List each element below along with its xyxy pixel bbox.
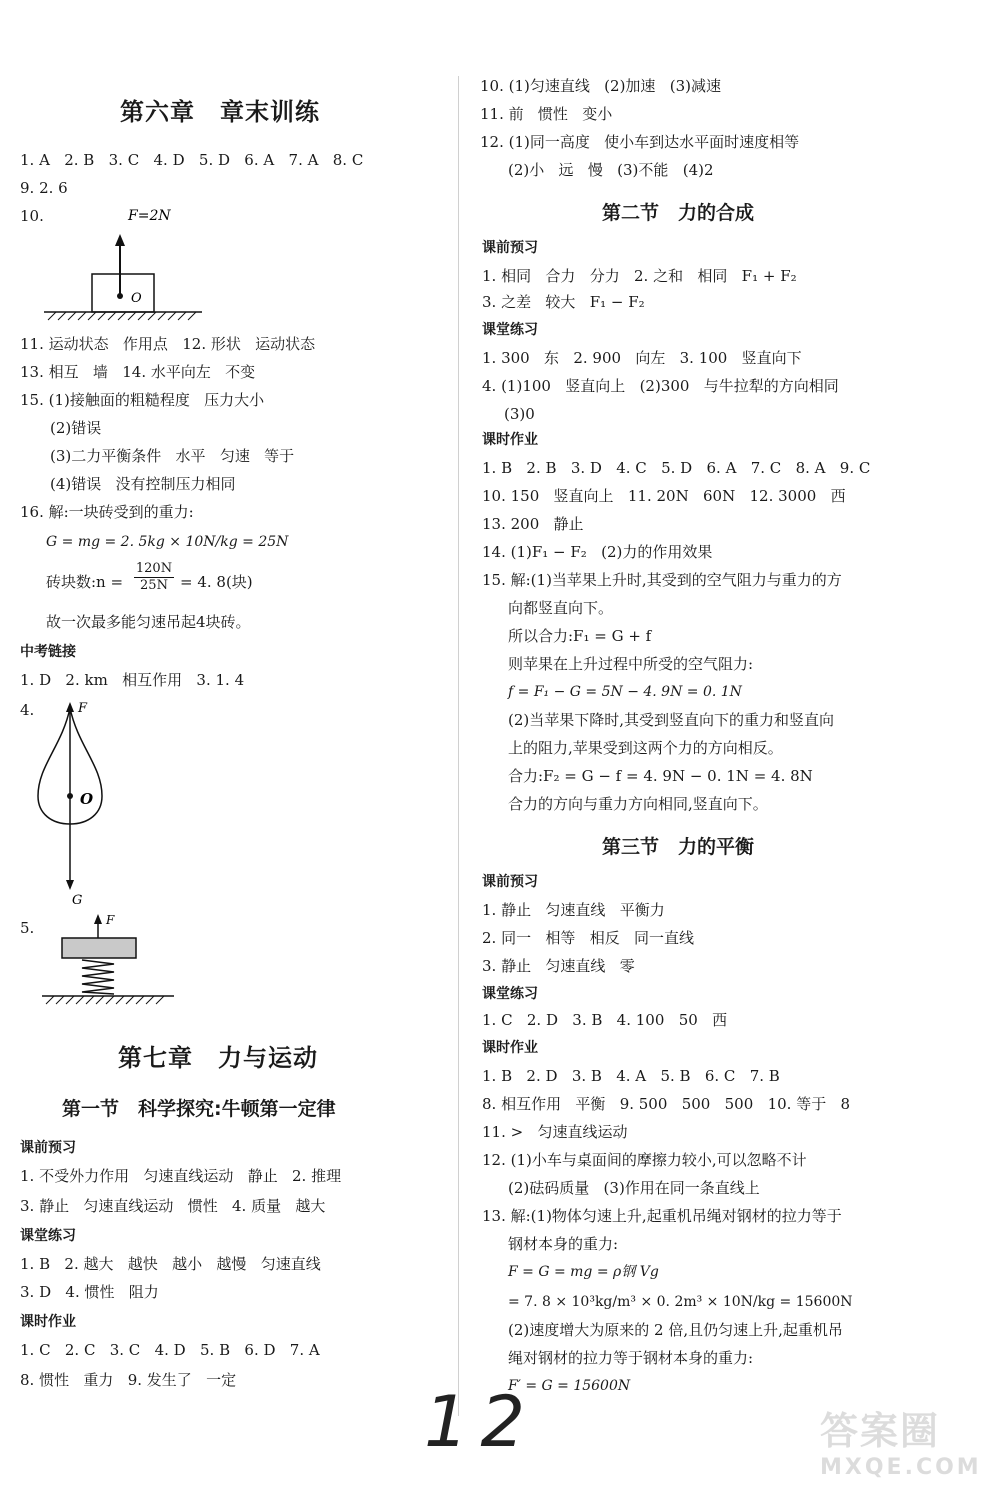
answer-line: = 4. 8(块) [180,573,253,591]
answer-line: 10. [20,207,44,225]
figure-4-teardrop-forces [32,696,142,908]
answer-line: 8. 相互作用 平衡 9. 500 500 500 10. 等于 8 [482,1095,851,1113]
answer-line: 4. (1)100 竖直向上 (2)300 与牛拉犁的方向相同 [482,377,839,395]
watermark-logo [820,1400,995,1490]
fig4-label-top: F [78,701,88,716]
answer-line: 砖块数:n = [46,573,128,591]
answer-line: 13. 200 静止 [482,515,584,533]
answer-line: 1. 相同 合力 分力 2. 之和 相同 F₁ + F₂ [482,267,797,285]
answer-line: 钢材本身的重力: [508,1235,619,1253]
section1-title: 第一节 科学探究:牛顿第一定律 [62,1098,336,1120]
answer-line: 合力:F₂ = G − f = 4. 9N − 0. 1N = 4. 8N [508,767,813,785]
answer-line: 则苹果在上升过程中所受的空气阻力: [508,655,754,673]
fig5-arrowhead [94,914,102,924]
chapter6-title: 第六章 章末训练 [120,98,320,126]
watermark-brand: 答案圈 [820,1409,941,1453]
fig5-ground-hatch [46,996,164,1004]
fig10-ground-hatch [48,312,196,320]
answer-line: 1. 300 东 2. 900 向左 3. 100 竖直向下 [482,349,802,367]
section-label: 课前预习 [482,240,538,256]
fig10-arrowhead [115,234,125,246]
formula-line: = 7. 8 × 10³kg/m³ × 0. 2m³ × 10N/kg = 15600N [508,1294,853,1310]
answer-line: 合力的方向与重力方向相同,竖直向下。 [508,795,768,813]
answer-line: 1. 不受外力作用 匀速直线运动 静止 2. 推理 [20,1167,342,1185]
answer-line: 13. 解:(1)物体匀速上升,起重机吊绳对钢材的拉力等于 [482,1207,842,1225]
answer-line: 2. 同一 相等 相反 同一直线 [482,929,694,947]
answer-line: 1. C 2. D 3. B 4. 100 50 西 [482,1011,728,1029]
formula-line: G = mg = 2. 5kg × 10N/kg = 25N [46,534,289,550]
formula-line: F = G = mg = ρ钢 Vg [508,1264,659,1280]
answer-line: 12. (1)小车与桌面间的摩擦力较小,可以忽略不计 [482,1151,807,1169]
fraction [134,561,174,594]
answer-line: (2)小 远 慢 (3)不能 (4)2 [508,161,714,179]
fig10-point [117,293,123,299]
section3-title: 第三节 力的平衡 [602,836,755,858]
watermark-url: MXQE.COM [820,1455,982,1480]
answer-line: 12. (1)同一高度 使小车到达水平面时速度相等 [480,133,800,151]
answer-line: 13. 相互 墙 14. 水平向左 不变 [20,363,256,381]
answer-line: 3. 之差 较大 F₁ − F₂ [482,293,645,311]
section-label: 课堂练习 [20,1228,76,1244]
page-number-handwritten [420,1381,540,1465]
answer-line: 14. (1)F₁ − F₂ (2)力的作用效果 [482,543,713,561]
section-label: 课前预习 [20,1140,76,1156]
answer-line: 1. B 2. B 3. D 4. C 5. D 6. A 7. C 8. A 9. C [482,459,871,477]
answer-line: (4)错误 没有控制压力相同 [50,475,236,493]
fig4-down-arrowhead [66,880,74,890]
section-label: 课前预习 [482,874,538,890]
section-label: 中考链接 [20,644,76,660]
formula-line: F′ = G = 15600N [508,1378,631,1394]
answer-line: 1. B 2. 越大 越快 越小 越慢 匀速直线 [20,1255,321,1273]
fig4-label-center: O [80,790,94,808]
answer-line: 1. D 2. km 相互作用 3. 1. 4 [20,671,245,689]
answer-line: (2)砝码质量 (3)作用在同一条直线上 [508,1179,760,1197]
chapter7-title: 第七章 力与运动 [118,1044,318,1072]
formula-line: f = F₁ − G = 5N − 4. 9N = 0. 1N [508,684,742,700]
answer-line: 上的阻力,苹果受到这两个力的方向相反。 [508,739,783,757]
answer-line: 11. 前 惯性 变小 [480,105,613,123]
answer-line: 1. 静止 匀速直线 平衡力 [482,901,665,919]
answer-line: 16. 解:一块砖受到的重力: [20,503,194,521]
fraction-numerator: 120N [135,561,173,576]
section-label: 课时作业 [482,1040,538,1056]
answer-line: (3)0 [504,405,535,423]
fig4-point [67,793,73,799]
answer-line: 1. B 2. D 3. B 4. A 5. B 6. C 7. B [482,1067,780,1085]
answer-line: 1. C 2. C 3. C 4. D 5. B 6. D 7. A [20,1341,320,1359]
answer-line: 15. 解:(1)当苹果上升时,其受到的空气阻力与重力的方 [482,571,842,589]
page-number-text: 12 [424,1381,538,1463]
answer-line: 11. > 匀速直线运动 [482,1123,628,1141]
answer-line: 4. [20,701,35,719]
fig5-spring-coil [82,960,114,994]
figure-10-block-force [40,200,210,328]
answer-line: (2)速度增大为原来的 2 倍,且仍匀速上升,起重机吊 [508,1321,843,1339]
answer-line: 1. A 2. B 3. C 4. D 5. D 6. A 7. A 8. C [20,151,364,169]
section-label: 课堂练习 [482,986,538,1002]
figure-5-spring [38,908,188,1010]
answer-line: (3)二力平衡条件 水平 匀速 等于 [50,447,295,465]
fraction-denominator: 25N [140,578,168,593]
fig10-block [92,274,154,312]
answer-line: 向都竖直向下。 [508,599,614,617]
answer-line: 5. [20,919,35,937]
answer-line: 所以合力:F₁ = G + f [508,627,652,645]
answer-line: 8. 惯性 重力 9. 发生了 一定 [20,1371,237,1389]
fig10-point-label: O [131,291,142,306]
section-label: 课堂练习 [482,322,538,338]
answer-line: (2)错误 [50,419,102,437]
column-divider [458,76,459,1416]
fig4-up-arrowhead [66,702,74,712]
fig5-force-label: F [106,913,115,927]
answer-line: 10. 150 竖直向上 11. 20N 60N 12. 3000 西 [482,487,846,505]
fig4-label-bottom: G [72,893,83,908]
answer-line: 绳对钢材的拉力等于钢材本身的重力: [508,1349,754,1367]
answer-line: 3. 静止 匀速直线运动 惯性 4. 质量 越大 [20,1197,326,1215]
answer-line: 10. (1)匀速直线 (2)加速 (3)减速 [480,77,721,95]
answer-line: 11. 运动状态 作用点 12. 形状 运动状态 [20,335,316,353]
section-label: 课时作业 [20,1314,76,1330]
fig10-force-label: F=2N [128,208,171,224]
answer-line: 15. (1)接触面的粗糙程度 压力大小 [20,391,265,409]
section-label: 课时作业 [482,432,538,448]
answer-line: 3. D 4. 惯性 阻力 [20,1283,159,1301]
answer-line: (2)当苹果下降时,其受到竖直向下的重力和竖直向 [508,711,835,729]
answer-line: 故一次最多能匀速吊起4块砖。 [46,613,251,631]
section2-title: 第二节 力的合成 [602,202,755,224]
answer-line: 3. 静止 匀速直线 零 [482,957,635,975]
fig5-plate [62,938,136,958]
answer-line: 9. 2. 6 [20,179,68,197]
